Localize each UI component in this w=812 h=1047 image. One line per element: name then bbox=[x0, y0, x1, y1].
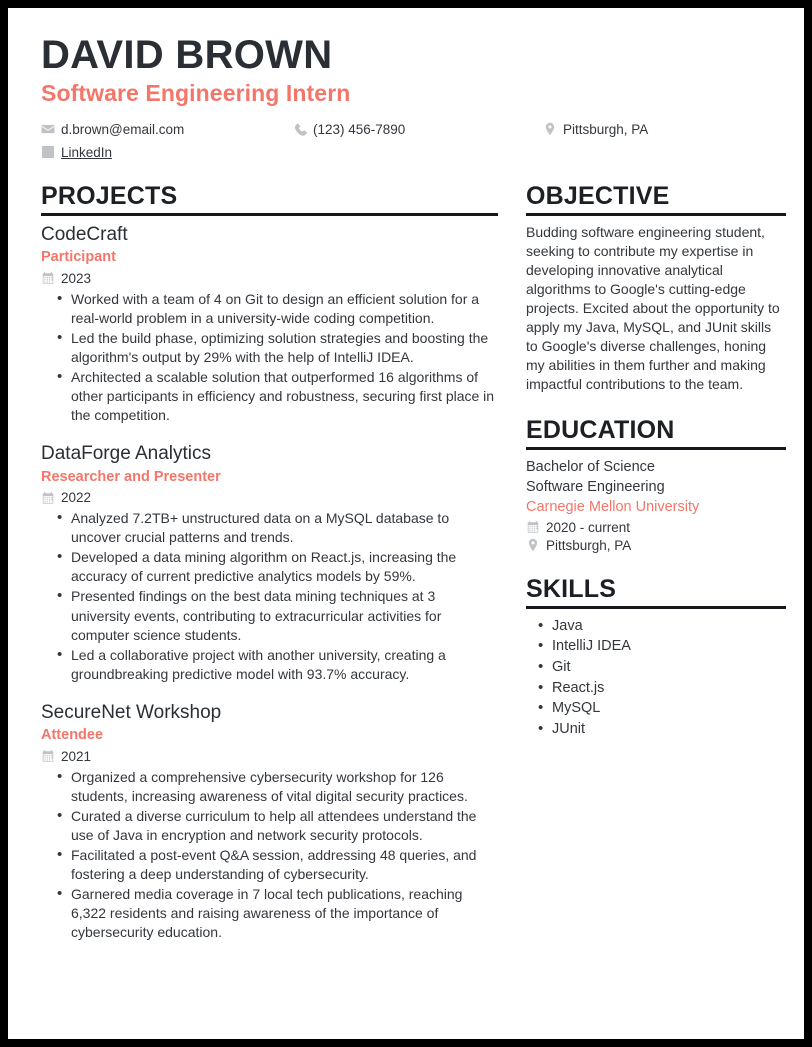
contact-location-text: Pittsburgh, PA bbox=[563, 121, 649, 137]
skills-divider bbox=[526, 606, 786, 609]
left-column bbox=[41, 182, 498, 944]
calendar-icon bbox=[41, 749, 55, 763]
education-school: Carnegie Mellon University bbox=[526, 498, 700, 515]
contact-email[interactable] bbox=[41, 122, 293, 137]
education-location-text: Pittsburgh, PA bbox=[546, 537, 632, 553]
project-bullet: • Garnered media coverage in 7 local tech publications, reaching 6,322 residents and raising awareness of the importance of cybersecurity education. bbox=[41, 885, 498, 942]
objective-section bbox=[526, 182, 786, 394]
skills-section bbox=[526, 575, 786, 739]
skills-heading: SKILLS bbox=[526, 574, 617, 603]
skill-item: • MySQL bbox=[526, 698, 786, 719]
skill-item: • Java bbox=[526, 616, 786, 637]
project-bullet: • Led a collaborative project with another university, creating a groundbreaking predictive model with 93.7% accuracy. bbox=[41, 646, 498, 684]
education-section bbox=[526, 416, 786, 553]
project-bullet: • Analyzed 7.2TB+ unstructured data on a MySQL database to uncover crucial patterns and trends. bbox=[41, 509, 498, 547]
calendar-icon bbox=[41, 271, 55, 285]
project-date bbox=[41, 271, 498, 286]
envelope-icon bbox=[41, 122, 55, 136]
skill-item: • React.js bbox=[526, 678, 786, 699]
project-bullet: • Led the build phase, optimizing solution strategies and boosting the algorithm's output by 29% with the help of IntelliJ IDEA. bbox=[41, 329, 498, 367]
project-bullets bbox=[41, 509, 498, 683]
contact-row-secondary bbox=[41, 141, 782, 164]
project-date-text: 2021 bbox=[61, 748, 92, 764]
right-column bbox=[526, 182, 786, 740]
candidate-job-title: Software Engineering Intern bbox=[41, 80, 351, 107]
education-major: Software Engineering bbox=[526, 478, 665, 495]
education-divider bbox=[526, 447, 786, 450]
projects-heading: PROJECTS bbox=[41, 181, 178, 210]
contact-row-primary bbox=[41, 118, 782, 141]
project-bullet: • Worked with a team of 4 on Git to design an efficient solution for a real-world problem in a university-wide coding competition. bbox=[41, 290, 498, 328]
project-bullet: • Presented findings on the best data mining techniques at 3 university events, contributing to extracurricular activities for computer science students. bbox=[41, 587, 498, 644]
contact-block bbox=[41, 118, 782, 164]
linkedin-icon bbox=[41, 145, 55, 159]
contact-linkedin[interactable] bbox=[41, 145, 112, 160]
resume-header bbox=[41, 34, 782, 164]
project-date-text: 2022 bbox=[61, 490, 92, 506]
education-location bbox=[526, 538, 786, 553]
project-item bbox=[41, 701, 498, 943]
calendar-icon bbox=[526, 520, 540, 534]
education-dates-text: 2020 - current bbox=[546, 519, 631, 535]
project-item bbox=[41, 442, 498, 684]
skill-item: • JUnit bbox=[526, 719, 786, 740]
project-bullet: • Developed a data mining algorithm on React.js, increasing the accuracy of current predictive analytics models by 59%. bbox=[41, 548, 498, 586]
project-name: CodeCraft bbox=[41, 223, 128, 245]
projects-divider bbox=[41, 213, 498, 216]
contact-phone[interactable] bbox=[293, 122, 543, 137]
project-name: SecureNet Workshop bbox=[41, 701, 222, 723]
map-pin-icon bbox=[526, 538, 540, 552]
skills-list bbox=[526, 616, 786, 739]
resume-body bbox=[41, 182, 782, 944]
project-name: DataForge Analytics bbox=[41, 443, 212, 465]
project-bullet: • Architected a scalable solution that outperformed 16 algorithms of other participants in efficiency and robustness, securing first place in the competition. bbox=[41, 368, 498, 425]
project-role: Participant bbox=[41, 249, 116, 266]
education-dates bbox=[526, 520, 786, 535]
contact-phone-text: (123) 456-7890 bbox=[313, 121, 406, 137]
project-bullet: • Facilitated a post-event Q&A session, addressing 48 queries, and fostering a deep understanding of cybersecurity. bbox=[41, 846, 498, 884]
project-date bbox=[41, 490, 498, 505]
map-pin-icon bbox=[543, 122, 557, 136]
project-bullet: • Curated a diverse curriculum to help all attendees understand the use of Java in encryption and network security protocols. bbox=[41, 807, 498, 845]
objective-heading: OBJECTIVE bbox=[526, 181, 670, 210]
project-date bbox=[41, 749, 498, 764]
objective-text: Budding software engineering student, seeking to contribute my expertise in developing innovative analytical algorithms to Google's cutting-edge projects. Excited about the opportunity to apply my Java, MySQL, and JUnit skills to Google's diverse challenges, honing my abilities in them further and making impactful contributions to the team. bbox=[526, 223, 780, 392]
project-role: Researcher and Presenter bbox=[41, 468, 221, 485]
projects-section bbox=[41, 182, 498, 943]
candidate-name: DAVID BROWN bbox=[41, 33, 333, 77]
project-bullet: • Organized a comprehensive cybersecurity workshop for 126 students, increasing awareness of vital digital security practices. bbox=[41, 768, 498, 806]
project-bullets bbox=[41, 290, 498, 425]
objective-divider bbox=[526, 213, 786, 216]
phone-icon bbox=[293, 122, 307, 136]
contact-linkedin-text: LinkedIn bbox=[61, 144, 113, 160]
contact-location bbox=[543, 122, 648, 137]
contact-email-text: d.brown@email.com bbox=[61, 121, 185, 137]
project-date-text: 2023 bbox=[61, 270, 92, 286]
education-heading: EDUCATION bbox=[526, 415, 675, 444]
skill-item: • Git bbox=[526, 657, 786, 678]
resume-page bbox=[8, 8, 804, 1039]
project-item bbox=[41, 223, 498, 425]
calendar-icon bbox=[41, 491, 55, 505]
education-degree: Bachelor of Science bbox=[526, 458, 655, 475]
project-role: Attendee bbox=[41, 727, 104, 744]
skill-item: • IntelliJ IDEA bbox=[526, 636, 786, 657]
project-bullets bbox=[41, 768, 498, 942]
